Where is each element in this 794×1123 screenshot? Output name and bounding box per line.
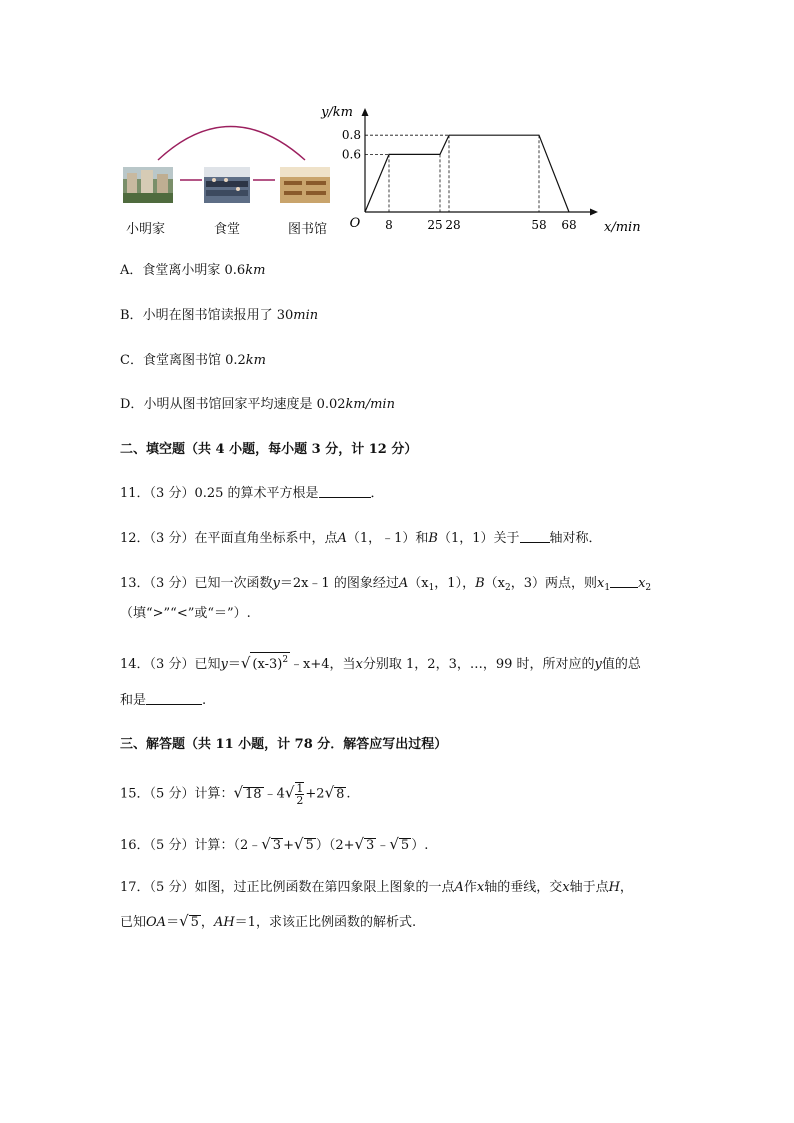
fraction-denominator: 2	[296, 794, 304, 807]
q13-pb: （x	[484, 576, 505, 591]
option-text: 小明从图书馆回家平均速度是 0.02	[143, 397, 346, 412]
segment-ah: AH	[213, 915, 235, 930]
q14-end2: .	[202, 693, 207, 708]
q14-line2: 和是	[120, 693, 147, 708]
question-14-line2	[120, 692, 206, 710]
q11-end: ．	[370, 486, 384, 501]
q13-pa2: ，1），	[434, 576, 476, 591]
option-d	[120, 396, 395, 414]
place-library: 图书馆	[288, 222, 328, 237]
q14-eq: ＝	[227, 657, 241, 672]
x-tick-label: 8	[385, 218, 393, 232]
option-label: B．	[120, 308, 143, 323]
option-label: D．	[120, 397, 144, 412]
q16-b: ）（2+	[315, 838, 355, 853]
answer-blank	[319, 485, 371, 498]
point-b: B	[475, 576, 485, 591]
question-13: 13．（3 分）已知一次函数y＝2x﹣1 的图象经过$A(x_1$，1），$B(x_2$，3）两点，则$x_1$ $x_2$	[120, 576, 652, 593]
distance-time-chart	[321, 100, 660, 240]
q16-pre: 16．（5 分）计算：（2﹣	[120, 838, 262, 853]
x-tick-label: 28	[445, 218, 461, 232]
q13-pb2: ，3）两点，则	[510, 576, 597, 591]
segment-oa: OA	[146, 915, 167, 930]
q17-mid3: 轴于点	[569, 880, 609, 895]
option-unit: km/min	[345, 397, 395, 412]
q13-pre: 13．（3 分）已知一次函数	[120, 576, 273, 591]
q17-pre: 17．（5 分）如图，过正比例函数在第四象限上图象的一点	[120, 880, 455, 895]
option-a	[120, 262, 265, 280]
q11-text: 11．（3 分）0.25 的算术平方根是	[120, 486, 319, 501]
question-13-line2: （填“>”“<”或“＝”）.	[120, 606, 251, 621]
var-x2: x	[638, 576, 646, 591]
q12-text: 12．（3 分）在平面直角坐标系中，点	[120, 531, 338, 546]
fraction	[295, 782, 304, 806]
point-h: H	[608, 880, 620, 895]
var-x1: x	[597, 576, 605, 591]
home-photo	[123, 167, 173, 203]
fraction-numerator: 1	[296, 782, 304, 795]
sqrt-8: 8	[336, 786, 345, 802]
question-15: 15．（5 分）计算：√ 18 ﹣4√ $\frac{1}{2}$ +2√ 8 .	[120, 782, 351, 807]
x-tick-label: 58	[531, 218, 547, 232]
q15-plus: +2	[305, 786, 325, 802]
q13-pa: （x	[408, 576, 429, 591]
answer-blank	[610, 575, 638, 588]
library-photo	[280, 167, 330, 203]
var-x: x	[355, 657, 363, 672]
answer-blank	[146, 692, 202, 705]
question-17	[120, 879, 633, 897]
point-a: A	[398, 576, 409, 591]
q17-l2pre: 已知	[120, 915, 147, 930]
question-17-line2: 已知OA＝√ 5 ，AH＝1，求该正比例函数的解析式.	[120, 912, 417, 930]
sqrt-5: 5	[190, 915, 199, 930]
place-home: 小明家	[126, 222, 166, 237]
canteen-photo	[204, 167, 250, 203]
q15-pre: 15．（5 分）计算：	[120, 786, 234, 802]
option-unit: km	[245, 353, 266, 368]
question-14: 14．（3 分）已知y＝√ $(x-3)^2$ ﹣x+4，当x分别取 1，2，3，…，99 时，所对应的y值的总	[120, 654, 641, 672]
exponent: 2	[282, 655, 289, 665]
q17-l2end: ＝1，求该正比例函数的解析式.	[234, 915, 417, 930]
option-unit: min	[293, 308, 319, 323]
q12-p1: （1，﹣1）和	[346, 531, 429, 546]
q14-end: 值的总	[601, 657, 641, 672]
option-c	[120, 352, 266, 370]
sqrt-radicand: (x-3)	[252, 657, 283, 672]
y-tick-label: 0.8	[341, 128, 361, 143]
var-y: y	[594, 657, 602, 672]
chart-series-line	[365, 135, 569, 212]
option-text: 食堂离图书馆 0.2	[142, 353, 246, 368]
place-canteen: 食堂	[214, 222, 241, 237]
x-axis-label: x/min	[604, 220, 641, 235]
option-b	[120, 307, 318, 325]
q16-end: ）.	[411, 838, 429, 853]
option-text: 小明在图书馆读报用了 30	[142, 308, 294, 323]
q17-comma: ，	[619, 880, 633, 895]
q16-a: +	[283, 838, 294, 853]
option-text: 食堂离小明家 0.6	[142, 263, 246, 278]
var-x: x	[562, 880, 570, 895]
y-axis-arrow	[362, 108, 369, 116]
section-3-title: 三、解答题（共 11 小题，计 78 分．解答应写出过程）	[120, 737, 448, 752]
q12-end: 轴对称．	[549, 531, 602, 546]
option-label: C．	[120, 353, 143, 368]
q15-end: .	[346, 786, 351, 802]
section-2-title: 二、填空题（共 4 小题，每小题 3 分，计 12 分）	[120, 442, 418, 457]
point-a: A	[454, 880, 464, 895]
answer-blank	[520, 530, 550, 543]
sqrt-3: 3	[272, 838, 282, 853]
x-axis-arrow	[590, 209, 598, 216]
question-12	[120, 530, 602, 548]
sqrt-3: 3	[366, 838, 375, 853]
q13-eq: ＝2x﹣1 的图象经过	[279, 576, 399, 591]
var-y: y	[220, 657, 228, 672]
y-axis-label: y/km	[321, 105, 353, 120]
q17-eq: ＝	[166, 915, 180, 930]
x-tick-label: 68	[561, 218, 577, 232]
y-tick-label: 0.6	[341, 147, 361, 162]
q16-c: ﹣	[376, 838, 390, 853]
q17-mid: 作	[463, 880, 477, 895]
q12-p2: （1，1）关于	[437, 531, 520, 546]
option-label: A．	[120, 263, 143, 278]
x-tick-label: 25	[427, 218, 443, 232]
var-x: x	[476, 880, 485, 895]
sqrt-18: 18	[245, 786, 262, 802]
q17-mid2: 轴的垂线，交	[484, 880, 563, 895]
option-unit: km	[245, 263, 266, 278]
question-11	[120, 485, 384, 503]
question-16: 16．（5 分）计算：（2﹣√ 3 +√ 5 ）（2+√ 3 ﹣√ 5 ）.	[120, 835, 429, 853]
point-b: B	[428, 531, 438, 546]
q17-sep: ，	[200, 915, 214, 930]
sqrt-5: 5	[305, 838, 314, 853]
q14-mid: 分别取 1，2，3，…，99 时，所对应的	[362, 657, 595, 672]
q15-minus: ﹣4	[263, 786, 285, 802]
var-y: y	[272, 576, 280, 591]
sqrt-expression	[250, 652, 290, 672]
origin-label: O	[349, 216, 361, 231]
q14-post: ﹣x+4，当	[290, 657, 356, 672]
point-a: A	[337, 531, 347, 546]
sqrt-5: 5	[400, 838, 410, 853]
q14-pre: 14．（3 分）已知	[120, 657, 221, 672]
